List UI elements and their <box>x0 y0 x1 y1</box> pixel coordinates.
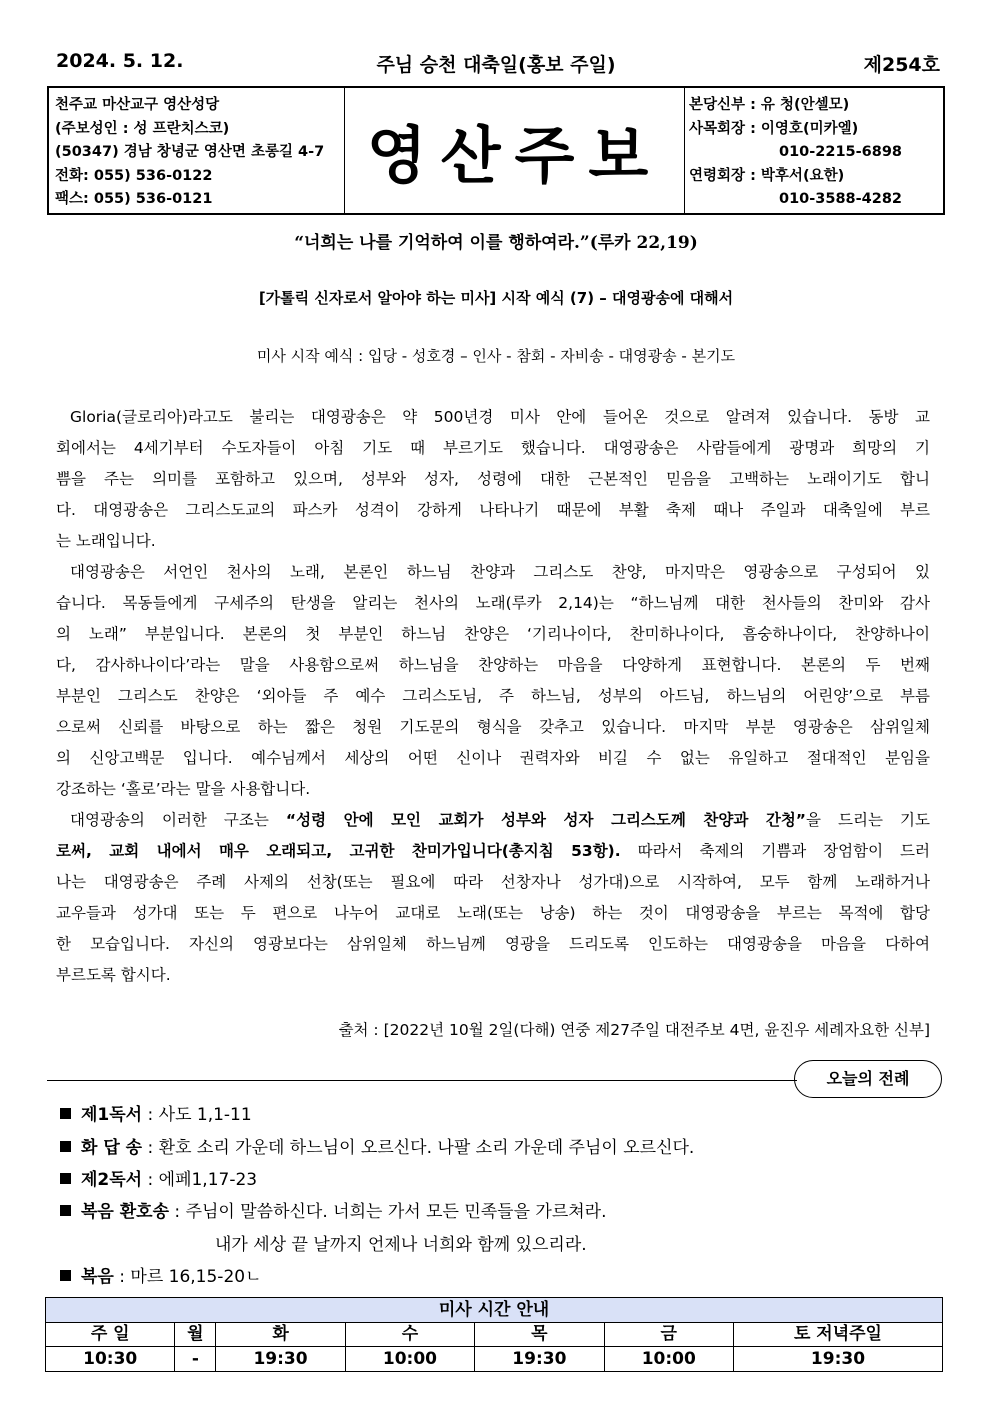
body-line: 으로써 신뢰를 바탕으로 하는 짧은 청원 기도문의 형식을 갖추고 있습니다. 마지막 부분 영광송은 삼위일체 <box>56 718 930 736</box>
text: 을 드리는 기도 <box>805 811 930 829</box>
text: 대영광송의 이러한 구조는 <box>70 811 286 829</box>
bullet-square-icon <box>60 1270 71 1281</box>
issue-date: 2024. 5. 12. <box>56 50 184 72</box>
masthead <box>47 86 945 215</box>
mass-order: 미사 시작 예식 : 입당 - 성호경 – 인사 - 참회 - 자비송 - 대영광송 - 본기도 <box>256 347 736 365</box>
mass-time: 10:00 <box>604 1347 733 1372</box>
reading-item <box>60 1262 262 1287</box>
memorial-phone: 010-3588-4282 <box>779 191 903 207</box>
day-header: 주 일 <box>46 1322 175 1347</box>
mass-times-table <box>45 1297 943 1372</box>
bullet-square-icon <box>60 1141 71 1152</box>
body-line <box>56 836 930 867</box>
body-line: 다, 감사하나이다’라는 말을 사용함으로써 하느님을 찬양하는 마음을 다양하게 표현합니다. 본론의 두 번째 <box>56 656 930 674</box>
mass-time: 10:00 <box>345 1347 474 1372</box>
council-president: 사목회장 : 이영호(미카엘) <box>689 120 859 137</box>
reading-label: 복음 <box>81 1267 114 1287</box>
acclamation-continuation: 내가 세상 끝 날까지 언제나 너희와 함께 있으리라. <box>215 1235 587 1255</box>
body-line: 교우들과 성가대 또는 두 편으로 나누어 교대로 노래(또는 낭송) 하는 것이 대영광송을 부르는 목적에 합당 <box>56 904 930 922</box>
reading-item <box>60 1100 252 1125</box>
body-line: 대영광송은 서언인 천사의 노래, 본론인 하느님 찬양과 그리스도 찬양, 마지막은 영광송으로 구성되어 있 <box>70 563 930 581</box>
mass-time: 19:30 <box>475 1347 604 1372</box>
body-line: 부르도록 합시다. <box>56 966 171 984</box>
source-citation: 출처 : [2022년 10월 2일(다해) 연중 제27주일 대전주보 4면, 윤진우 세례자요한 신부] <box>338 1021 930 1039</box>
bullet-square-icon <box>60 1173 71 1184</box>
body-line: 습니다. 목동들에게 구세주의 탄생을 알리는 천사의 노래(루카 2,14)는 “하느님께 대한 천사들의 찬미와 감사 <box>56 594 930 612</box>
emphasis: “성령 안에 모인 교회가 성부와 성자 그리스도께 찬양과 간청” <box>285 811 806 829</box>
bullet-square-icon <box>60 1108 71 1119</box>
mass-time: - <box>175 1347 216 1372</box>
article-body <box>56 402 930 991</box>
body-line: 한 모습입니다. 자신의 영광보다는 삼위일체 하느님께 영광을 드리도록 인도하는 대영광송을 마음을 다하여 <box>56 935 930 953</box>
day-header: 월 <box>175 1322 216 1347</box>
mass-time: 10:30 <box>46 1347 175 1372</box>
body-line: 다. 대영광송은 그리스도교의 파스카 성격이 강하게 나타나기 때문에 부활 축제 때나 주일과 대축일에 부르 <box>56 501 930 519</box>
day-header: 토 저녁주일 <box>733 1322 942 1347</box>
liturgy-title: 오늘의 전례 <box>794 1060 942 1098</box>
day-header: 화 <box>216 1322 345 1347</box>
reading-label: 제1독서 <box>81 1105 143 1125</box>
issue-number: 제254호 <box>863 54 940 76</box>
mass-time: 19:30 <box>733 1347 942 1372</box>
reading-text: : 환호 소리 가운데 하느님이 오르신다. 나팔 소리 가운데 주님이 오르신다. <box>142 1138 695 1158</box>
feast-title: 주님 승천 대축일(홍보 주일) <box>376 54 616 76</box>
reading-text: : 주님이 말씀하신다. 너희는 가서 모든 민족들을 가르쳐라. <box>169 1202 607 1222</box>
reading-label: 복음 환호송 <box>81 1202 170 1222</box>
day-header: 목 <box>475 1322 604 1347</box>
bulletin-logo-title: 영산주보 <box>345 88 685 213</box>
staff-info <box>685 88 943 213</box>
parish-name: 천주교 마산교구 영산성당 <box>55 97 220 113</box>
mass-times-title: 미사 시간 안내 <box>46 1298 943 1323</box>
reading-label: 화 답 송 <box>81 1138 143 1158</box>
emphasis: 로써, 교회 내에서 매우 오래되고, 고귀한 찬미가입니다(총지침 53항). <box>56 842 621 860</box>
phone: 전화: 055) 536-0122 <box>55 167 213 184</box>
body-line: Gloria(글로리아)라고도 불리는 대영광송은 약 500년경 미사 안에 들어온 것으로 알려져 있습니다. 동방 교 <box>70 408 930 426</box>
body-line: 쁨을 주는 의미를 포함하고 있으며, 성부와 성자, 성령에 대한 근본적인 믿음을 고백하는 노래이기도 합니 <box>56 470 930 488</box>
fax: 팩스: 055) 536-0121 <box>55 191 213 207</box>
text: 따라서 축제의 기쁨과 장엄함이 드러 <box>620 842 930 860</box>
reading-text: : 에페1,17-23 <box>142 1170 258 1190</box>
council-phone: 010-2215-6898 <box>779 144 903 160</box>
day-header: 수 <box>345 1322 474 1347</box>
body-line: 는 노래입니다. <box>56 532 156 550</box>
mass-time: 19:30 <box>216 1347 345 1372</box>
body-line: 부분인 그리스도 찬양은 ‘외아들 주 예수 그리스도님, 주 하느님, 성부의 아드님, 하느님의 어린양’으로 부름 <box>56 687 930 705</box>
patron-saint: (주보성인 : 성 프란치스코) <box>55 120 230 137</box>
body-line: 의 노래” 부분입니다. 본론의 첫 부분인 하느님 찬양은 ‘기리나이다, 찬미하나이다, 흠숭하나이다, 찬양하나이 <box>56 625 930 643</box>
body-line: 의 신앙고백문 입니다. 예수님께서 세상의 어떤 신이나 권력자와 비길 수 없는 유일하고 절대적인 분임을 <box>56 749 930 767</box>
bullet-square-icon <box>60 1205 71 1216</box>
parish-info <box>49 88 345 213</box>
pastor: 본당신부 : 유 청(안셀모) <box>689 97 850 113</box>
article-title: [가톨릭 신자로서 알아야 하는 미사] 시작 예식 (7) – 대영광송에 대해서 <box>258 289 734 307</box>
scripture-quote: “너희는 나를 기억하여 이를 행하여라.”(루카 22,19) <box>294 233 698 253</box>
body-line: 나는 대영광송은 주례 사제의 선창(또는 필요에 따라 선창자나 성가대)으로 시작하여, 모두 함께 노래하거나 <box>56 873 930 891</box>
reading-text: : 마르 16,15-20ㄴ <box>113 1267 262 1287</box>
reading-text: : 사도 1,1-11 <box>142 1105 252 1125</box>
body-line: 강조하는 ‘홀로’라는 말을 사용합니다. <box>56 780 311 798</box>
reading-item <box>60 1165 257 1190</box>
reading-label: 제2독서 <box>81 1170 143 1190</box>
body-line <box>56 805 930 836</box>
memorial-president: 연령회장 : 박후서(요한) <box>689 167 845 184</box>
body-line: 회에서는 4세기부터 수도자들이 아침 기도 때 부르기도 했습니다. 대영광송은 사람들에게 광명과 희망의 기 <box>56 439 930 457</box>
reading-item <box>60 1133 694 1158</box>
address: (50347) 경남 창녕군 영산면 초롱길 4-7 <box>55 144 325 160</box>
day-header: 금 <box>604 1322 733 1347</box>
divider <box>47 1080 797 1081</box>
reading-item <box>60 1197 607 1222</box>
